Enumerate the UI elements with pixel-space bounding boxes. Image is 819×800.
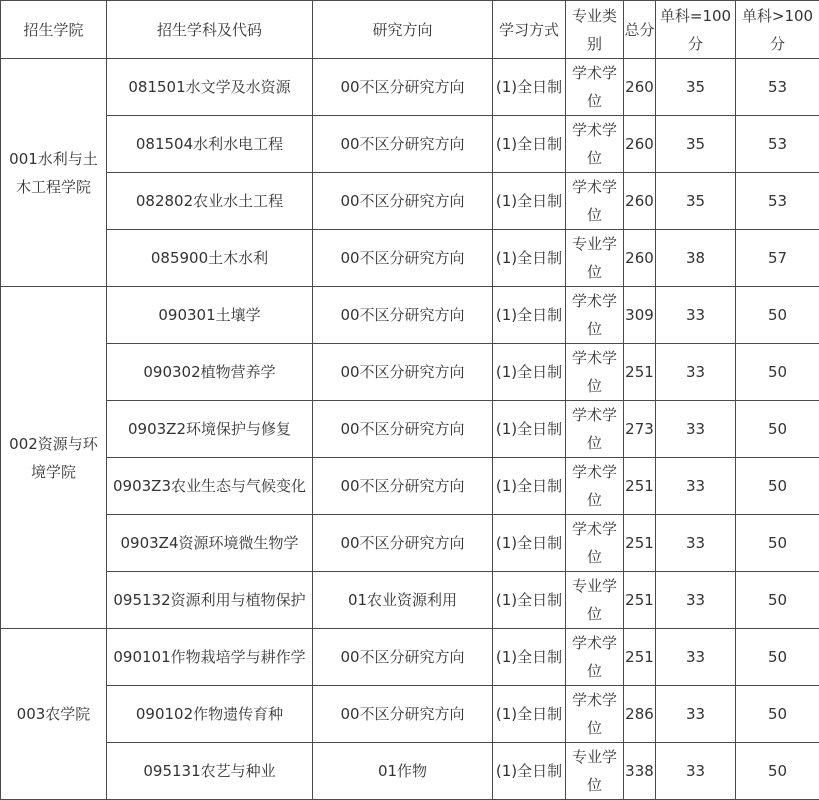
total-cell: 251 [624, 572, 656, 629]
mode-cell: (1)全日制 [493, 344, 566, 401]
mode-cell: (1)全日制 [493, 59, 566, 116]
major-cell: 090101作物栽培学与耕作学 [107, 629, 313, 686]
single-over-100-cell: 53 [736, 116, 819, 173]
table-body [1, 59, 819, 800]
single-over-100-cell: 53 [736, 59, 819, 116]
header-total-text: 总分 [624, 16, 655, 44]
mode-cell: (1)全日制 [493, 116, 566, 173]
college-cell: 002资源与环境学院 [1, 287, 107, 629]
table-row [1, 572, 819, 629]
header-category [566, 1, 624, 59]
direction-cell: 00不区分研究方向 [313, 116, 493, 173]
direction-cell: 00不区分研究方向 [313, 515, 493, 572]
mode-cell: (1)全日制 [493, 230, 566, 287]
header-single-100-text: 单科=100分 [656, 2, 735, 58]
category-cell: 学术学位 [566, 116, 624, 173]
table-row [1, 458, 819, 515]
direction-cell: 00不区分研究方向 [313, 458, 493, 515]
header-major: 招生学科及代码 [107, 1, 313, 59]
single-over-100-cell: 50 [736, 686, 819, 743]
category-cell: 专业学位 [566, 743, 624, 800]
major-cell: 095132资源利用与植物保护 [107, 572, 313, 629]
single-100-cell: 38 [656, 230, 736, 287]
single-over-100-cell: 53 [736, 173, 819, 230]
major-cell: 0903Z3农业生态与气候变化 [107, 458, 313, 515]
category-cell: 学术学位 [566, 401, 624, 458]
header-single-over-100 [736, 1, 819, 59]
mode-cell: (1)全日制 [493, 686, 566, 743]
major-cell: 0903Z2环境保护与修复 [107, 401, 313, 458]
major-cell: 090102作物遗传育种 [107, 686, 313, 743]
direction-cell: 00不区分研究方向 [313, 287, 493, 344]
mode-cell: (1)全日制 [493, 743, 566, 800]
single-over-100-cell: 50 [736, 629, 819, 686]
direction-cell: 00不区分研究方向 [313, 686, 493, 743]
table-row [1, 743, 819, 800]
major-cell: 090302植物营养学 [107, 344, 313, 401]
single-100-cell: 33 [656, 572, 736, 629]
table-row [1, 515, 819, 572]
major-cell: 090301土壤学 [107, 287, 313, 344]
direction-cell: 01作物 [313, 743, 493, 800]
single-over-100-cell: 50 [736, 515, 819, 572]
single-over-100-cell: 50 [736, 287, 819, 344]
total-cell: 286 [624, 686, 656, 743]
total-cell: 260 [624, 230, 656, 287]
single-100-cell: 33 [656, 686, 736, 743]
table-header-row [1, 1, 819, 59]
total-cell: 251 [624, 629, 656, 686]
category-cell: 学术学位 [566, 344, 624, 401]
header-direction: 研究方向 [313, 1, 493, 59]
table-row [1, 59, 819, 116]
single-100-cell: 33 [656, 287, 736, 344]
single-100-cell: 35 [656, 116, 736, 173]
major-cell: 081504水利水电工程 [107, 116, 313, 173]
mode-cell: (1)全日制 [493, 401, 566, 458]
total-cell: 260 [624, 59, 656, 116]
mode-cell: (1)全日制 [493, 515, 566, 572]
single-over-100-cell: 50 [736, 458, 819, 515]
category-cell: 学术学位 [566, 287, 624, 344]
category-cell: 学术学位 [566, 173, 624, 230]
total-cell: 251 [624, 344, 656, 401]
mode-cell: (1)全日制 [493, 572, 566, 629]
single-100-cell: 33 [656, 629, 736, 686]
category-cell: 专业学位 [566, 230, 624, 287]
major-cell: 081501水文学及水资源 [107, 59, 313, 116]
single-over-100-cell: 50 [736, 572, 819, 629]
direction-cell: 00不区分研究方向 [313, 59, 493, 116]
major-cell: 095131农艺与种业 [107, 743, 313, 800]
header-mode: 学习方式 [493, 1, 566, 59]
major-cell: 082802农业水土工程 [107, 173, 313, 230]
single-over-100-cell: 50 [736, 743, 819, 800]
table-row [1, 686, 819, 743]
single-over-100-cell: 57 [736, 230, 819, 287]
category-cell: 学术学位 [566, 458, 624, 515]
header-college: 招生学院 [1, 1, 107, 59]
single-100-cell: 33 [656, 344, 736, 401]
table-row [1, 287, 819, 344]
mode-cell: (1)全日制 [493, 629, 566, 686]
direction-cell: 00不区分研究方向 [313, 173, 493, 230]
total-cell: 251 [624, 458, 656, 515]
total-cell: 309 [624, 287, 656, 344]
total-cell: 251 [624, 515, 656, 572]
header-single-100 [656, 1, 736, 59]
total-cell: 338 [624, 743, 656, 800]
mode-cell: (1)全日制 [493, 458, 566, 515]
college-cell: 003农学院 [1, 629, 107, 800]
table-row [1, 173, 819, 230]
mode-cell: (1)全日制 [493, 173, 566, 230]
major-cell: 085900土木水利 [107, 230, 313, 287]
single-over-100-cell: 50 [736, 344, 819, 401]
table-row [1, 629, 819, 686]
total-cell: 260 [624, 173, 656, 230]
single-100-cell: 35 [656, 59, 736, 116]
header-single-over-100-text: 单科>100分 [736, 2, 819, 58]
total-cell: 260 [624, 116, 656, 173]
table-row [1, 230, 819, 287]
table-row [1, 344, 819, 401]
category-cell: 专业学位 [566, 572, 624, 629]
table-row [1, 401, 819, 458]
single-100-cell: 33 [656, 401, 736, 458]
category-cell: 学术学位 [566, 515, 624, 572]
single-100-cell: 33 [656, 515, 736, 572]
single-100-cell: 35 [656, 173, 736, 230]
direction-cell: 00不区分研究方向 [313, 230, 493, 287]
major-cell: 0903Z4资源环境微生物学 [107, 515, 313, 572]
direction-cell: 00不区分研究方向 [313, 344, 493, 401]
direction-cell: 01农业资源利用 [313, 572, 493, 629]
direction-cell: 00不区分研究方向 [313, 629, 493, 686]
mode-cell: (1)全日制 [493, 287, 566, 344]
category-cell: 学术学位 [566, 686, 624, 743]
category-cell: 学术学位 [566, 629, 624, 686]
college-cell: 001水利与土木工程学院 [1, 59, 107, 287]
direction-cell: 00不区分研究方向 [313, 401, 493, 458]
header-category-text: 专业类别 [566, 2, 623, 58]
header-total [624, 1, 656, 59]
single-100-cell: 33 [656, 458, 736, 515]
table-row [1, 116, 819, 173]
total-cell: 273 [624, 401, 656, 458]
single-100-cell: 33 [656, 743, 736, 800]
single-over-100-cell: 50 [736, 401, 819, 458]
category-cell: 学术学位 [566, 59, 624, 116]
